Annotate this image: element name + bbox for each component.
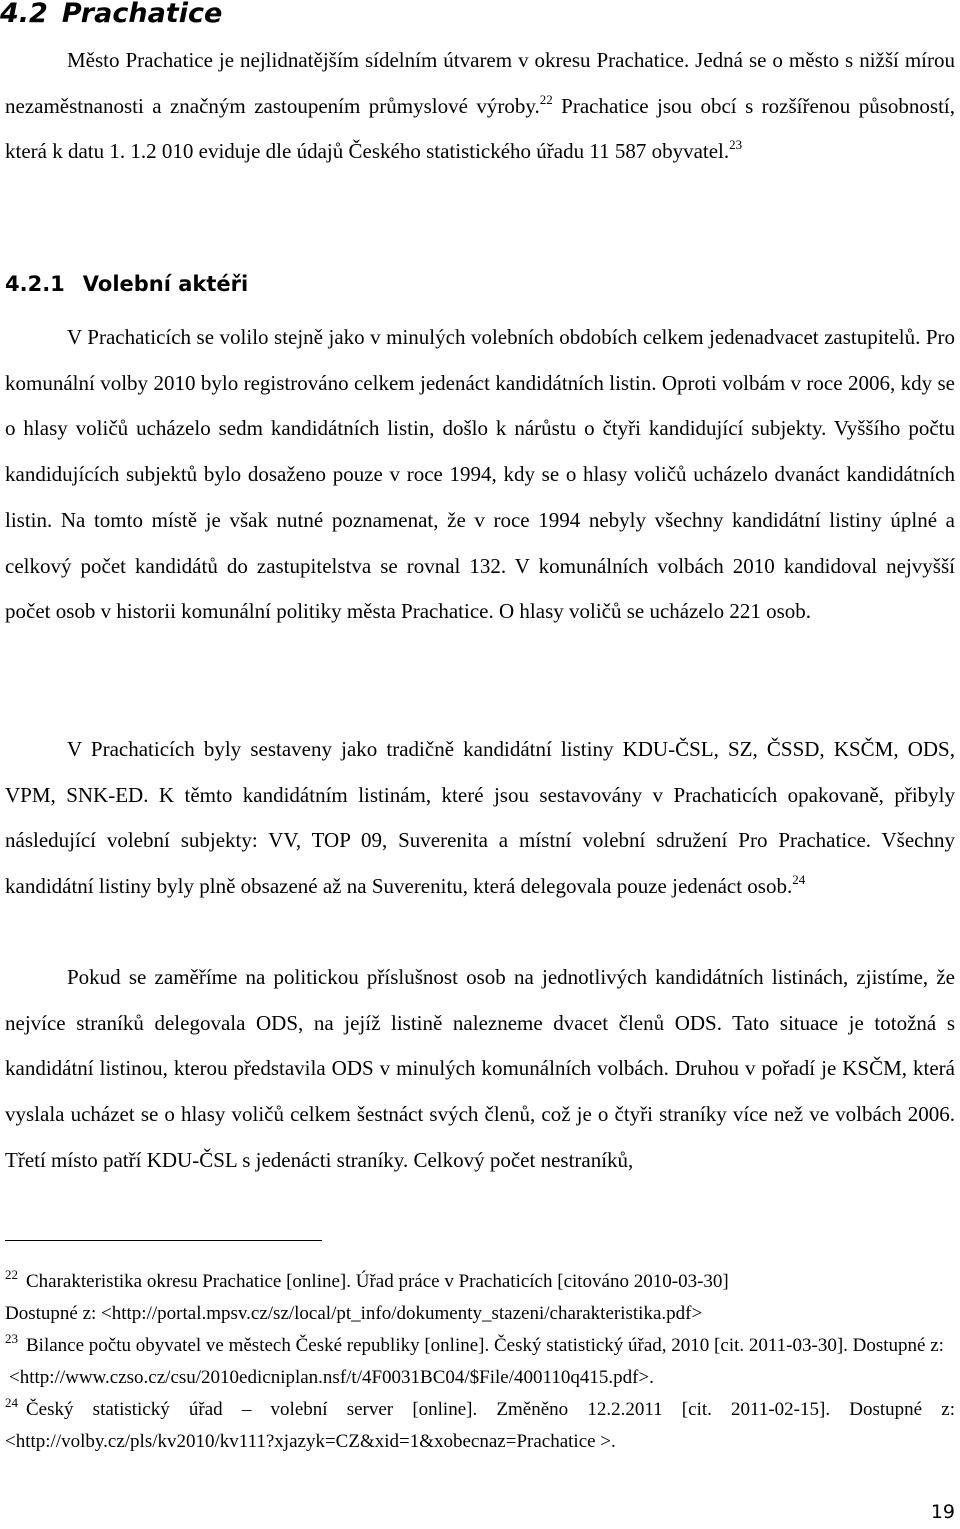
footnote-23-link[interactable]: <http://www.czso.cz/csu/2010edicniplan.nsf/t/4F0031BC04/$File/400110q415.pdf>. [9, 1367, 654, 1388]
subsection-title: Volební aktéři [82, 272, 249, 296]
subsection-number: 4.2.1 [5, 272, 65, 296]
footnote-ref-23[interactable]: 23 [729, 137, 743, 153]
footnote-separator [5, 1240, 322, 1241]
paragraph-parties-text: V Prachaticích byly sestaveny jako tradičně kandidátní listiny KDU-ČSL, SZ, ČSSD, KSČM, ODS, VPM, SNK-ED. K těmto kandidátním listinám, které jsou sestavovány v Prachaticích opakovaně, přibyly následující volební subjekty: VV, TOP 09, Suverenita a místní volební sdružení Pro Prachatice. Všechny kandidátní listiny byly plně obsazené až na Suverenitu, která delegovala pouze jedenáct osob. [5, 737, 955, 899]
intro-paragraph [5, 38, 955, 175]
section-title: Prachatice [61, 0, 223, 29]
footnote-text: Český statistický úřad – volební server [online]. Změněno 12.2.2011 [cit. 2011-02-15]. Dostupné z: <http://volby.cz/pls/kv2010/kv111?xjazyk=CZ&xid=1&xobecnaz=Prachatice >. [5, 1399, 955, 1452]
footnote-number: 24 [5, 1395, 18, 1410]
footnote-ref-22[interactable]: 22 [539, 91, 553, 107]
subsection-heading [5, 264, 248, 304]
paragraph-candidate-lists: V Prachaticích se volilo stejně jako v minulých volebních obdobích celkem jedenadvacet zastupitelů. Pro komunální volby 2010 bylo registrováno celkem jedenáct kandidátních listin. Oproti volbám v roce 2006, kdy se o hlasy voličů ucházelo sedm kandidátních listin, došlo k nárůstu o čtyři kandidující subjekty. Vyššího počtu kandidujících subjektů bylo dosaženo pouze v roce 1994, kdy se o hlasy voličů ucházelo dvanáct kandidátních listin. Na tomto místě je však nutné poznamenat, že v roce 1994 nebyly všechny kandidátní listiny úplné a celkový počet kandidátů do zastupitelstva se rovnal 132. V komunálních volbách 2010 kandidoval nejvyšší počet osob v historii komunální politiky města Prachatice. O hlasy voličů se ucházelo 221 osob. [5, 325, 955, 624]
footnote-text: Bilance počtu obyvatel ve městech České republiky [online]. Český statistický úřad, 2010 [cit. 2011-03-30]. Dostupné z: [26, 1335, 944, 1356]
footnote-number: 23 [5, 1331, 18, 1346]
footnote-ref-24[interactable]: 24 [792, 872, 806, 888]
section-heading [0, 0, 222, 34]
intro-text-2: Prachatice jsou obcí s rozšířenou působností, která k datu 1. 1.2 010 eviduje dle údajů Českého statistického úřadu 11 587 obyvatel. [5, 93, 955, 164]
paragraph-political-affiliation: Pokud se zaměříme na politickou příslušnost osob na jednotlivých kandidátních listinách, zjistíme, že nejvíce straníků delegovala ODS, na jejíž listině nalezneme dvacet členů ODS. Tato situace je totožná s kandidátní listinou, kterou představila ODS v minulých komunálních volbách. Druhou v pořadí je KSČM, která vyslala ucházet se o hlasy voličů celkem šestnáct svých členů, což je o čtyři straníky více než ve volbách 2006. Třetí místo patří KDU-ČSL s jedenácti straníky. Celkový počet nestraníků, [5, 965, 955, 1172]
intro-text: Město Prachatice je nejlidnatějším sídelním útvarem v okresu Prachatice. Jedná se o město s nižší mírou nezaměstnanosti a značným zastoupením průmyslové výroby. [5, 48, 955, 118]
page-number: 19 [930, 1501, 955, 1523]
footnote-22 [5, 1266, 955, 1298]
section-number: 4.2 [0, 0, 48, 29]
paragraph-parties [5, 727, 955, 910]
footnotes [5, 1266, 955, 1458]
footnote-22-link[interactable]: Dostupné z: <http://portal.mpsv.cz/sz/local/pt_info/dokumenty_stazeni/charakteristika.pdf> [5, 1303, 703, 1324]
footnote-number: 22 [5, 1267, 18, 1282]
footnote-23 [5, 1330, 955, 1362]
footnote-text: Charakteristika okresu Prachatice [online]. Úřad práce v Prachaticích [citováno 2010-03-30] [26, 1271, 729, 1292]
footnote-24 [5, 1394, 955, 1458]
